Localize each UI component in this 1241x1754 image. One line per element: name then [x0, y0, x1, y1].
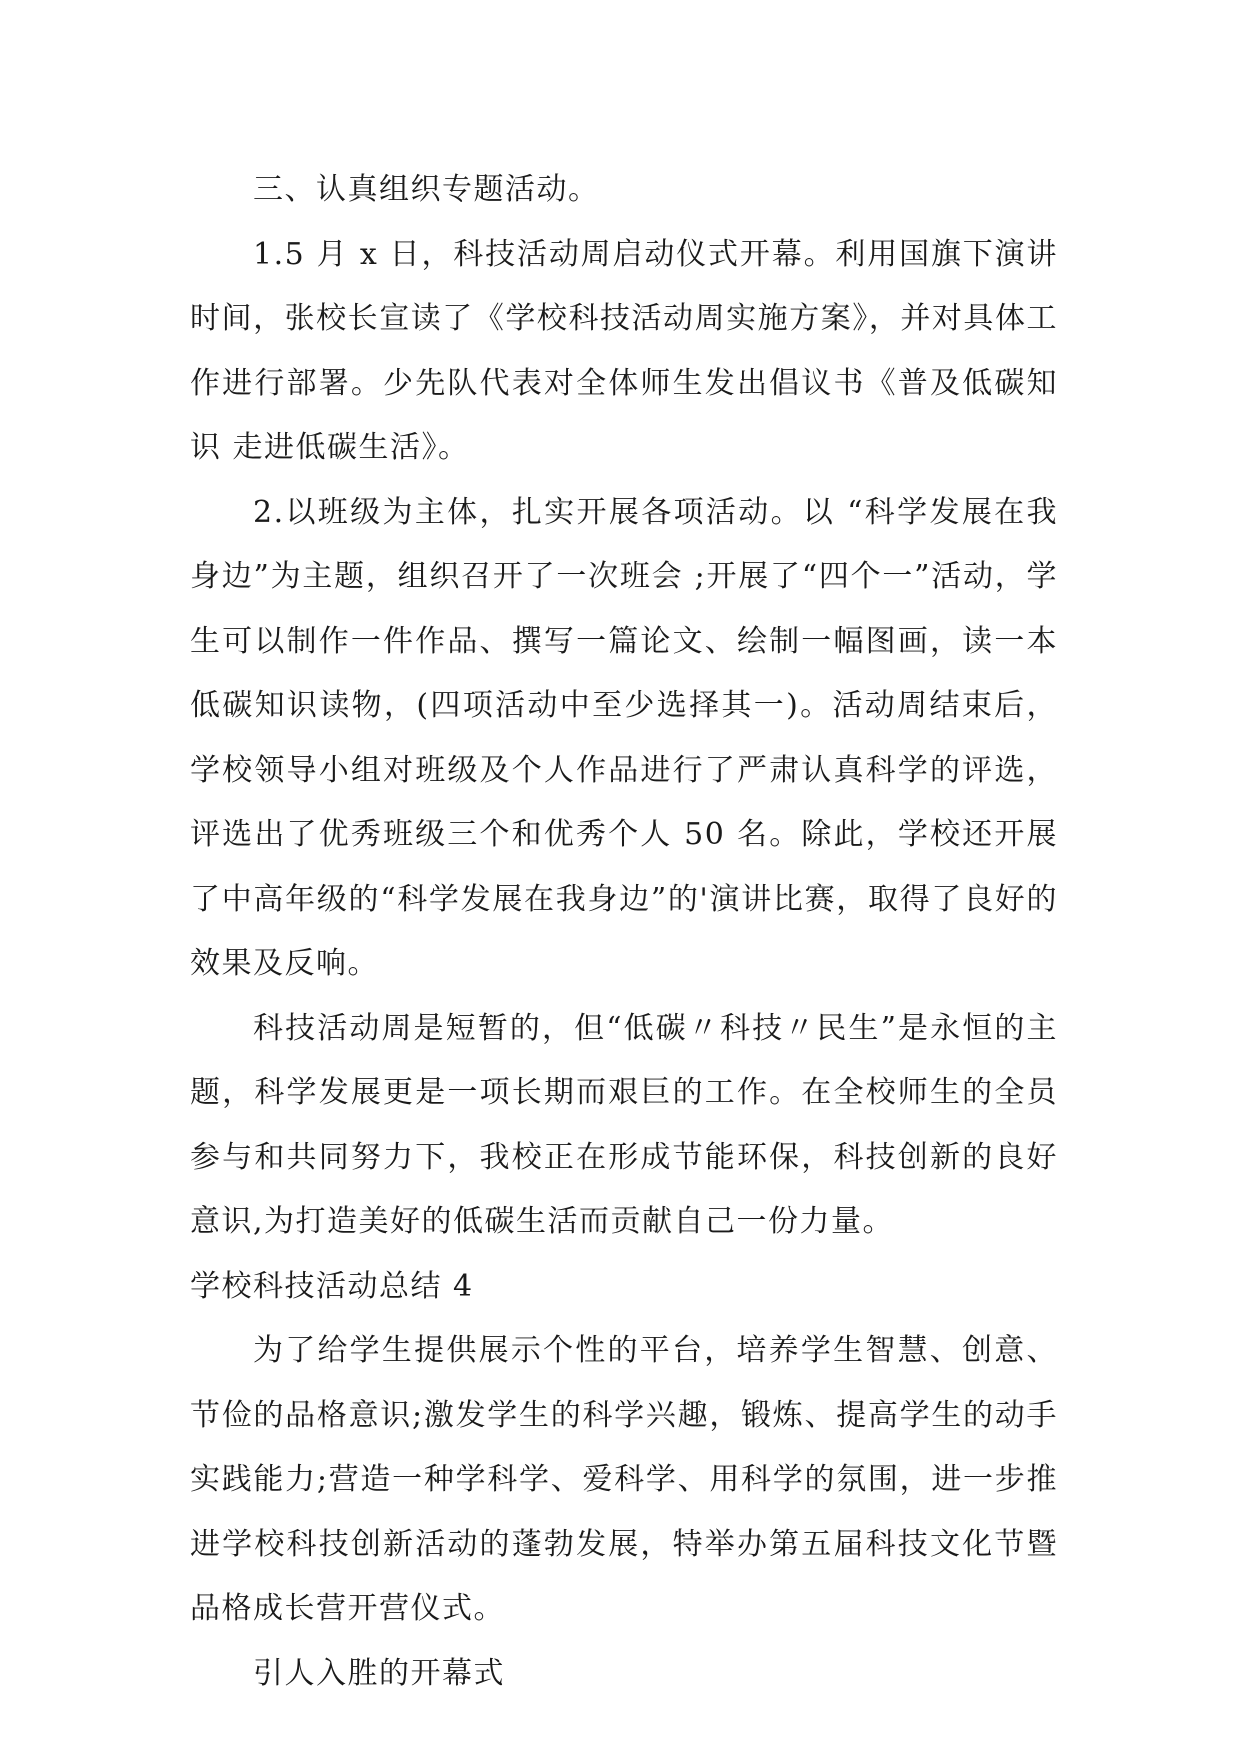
- paragraph-intro: 为了给学生提供展示个性的平台，培养学生智慧、创意、节俭的品格意识;激发学生的科学兴趣，锻炼、提高学生的动手实践能力;营造一种学科学、爱科学、用科学的氛围，进一步推进学校科技创新活动的蓬勃发展，特举办第五届科技文化节暨品格成长营开营仪式。: [190, 1333, 1058, 1626]
- paragraph-conclusion: 科技活动周是短暂的，但“低碳〃科技〃民生”是永恒的主题，科学发展更是一项长期而艰巨的工作。在全校师生的全员参与和共同努力下，我校正在形成节能环保，科技创新的良好意识,为打造美好的低碳生活而贡献自己一份力量。: [190, 1010, 1058, 1239]
- paragraph-section-heading: 三、认真组织专题活动。: [253, 172, 600, 207]
- document-page: [190, 158, 1058, 1706]
- paragraph-item-1: 1.5 月 x 日，科技活动周启动仪式开幕。利用国旗下演讲时间，张校长宣读了《学校科技活动周实施方案》，并对具体工作进行部署。少先队代表对全体师生发出倡议书《普及低碳知识 走进低碳生活》。: [190, 236, 1058, 465]
- paragraph-item-2: 2.以班级为主体，扎实开展各项活动。以 “科学发展在我身边”为主题，组织召开了一次班会 ;开展了“四个一”活动，学生可以制作一件作品、撰写一篇论文、绘制一幅图画，读一本低碳知识读物，(四项活动中至少选择其一)。活动周结束后，学校领导小组对班级及个人作品进行了严肃认真科学的评选，评选出了优秀班级三个和优秀个人 50 名。除此，学校还开展了中高年级的“科学发展在我身边”的'演讲比赛，取得了良好的效果及反响。: [190, 494, 1058, 981]
- section-title: 学校科技活动总结 4: [190, 1268, 474, 1304]
- subheading-opening: 引人入胜的开幕式: [253, 1655, 505, 1691]
